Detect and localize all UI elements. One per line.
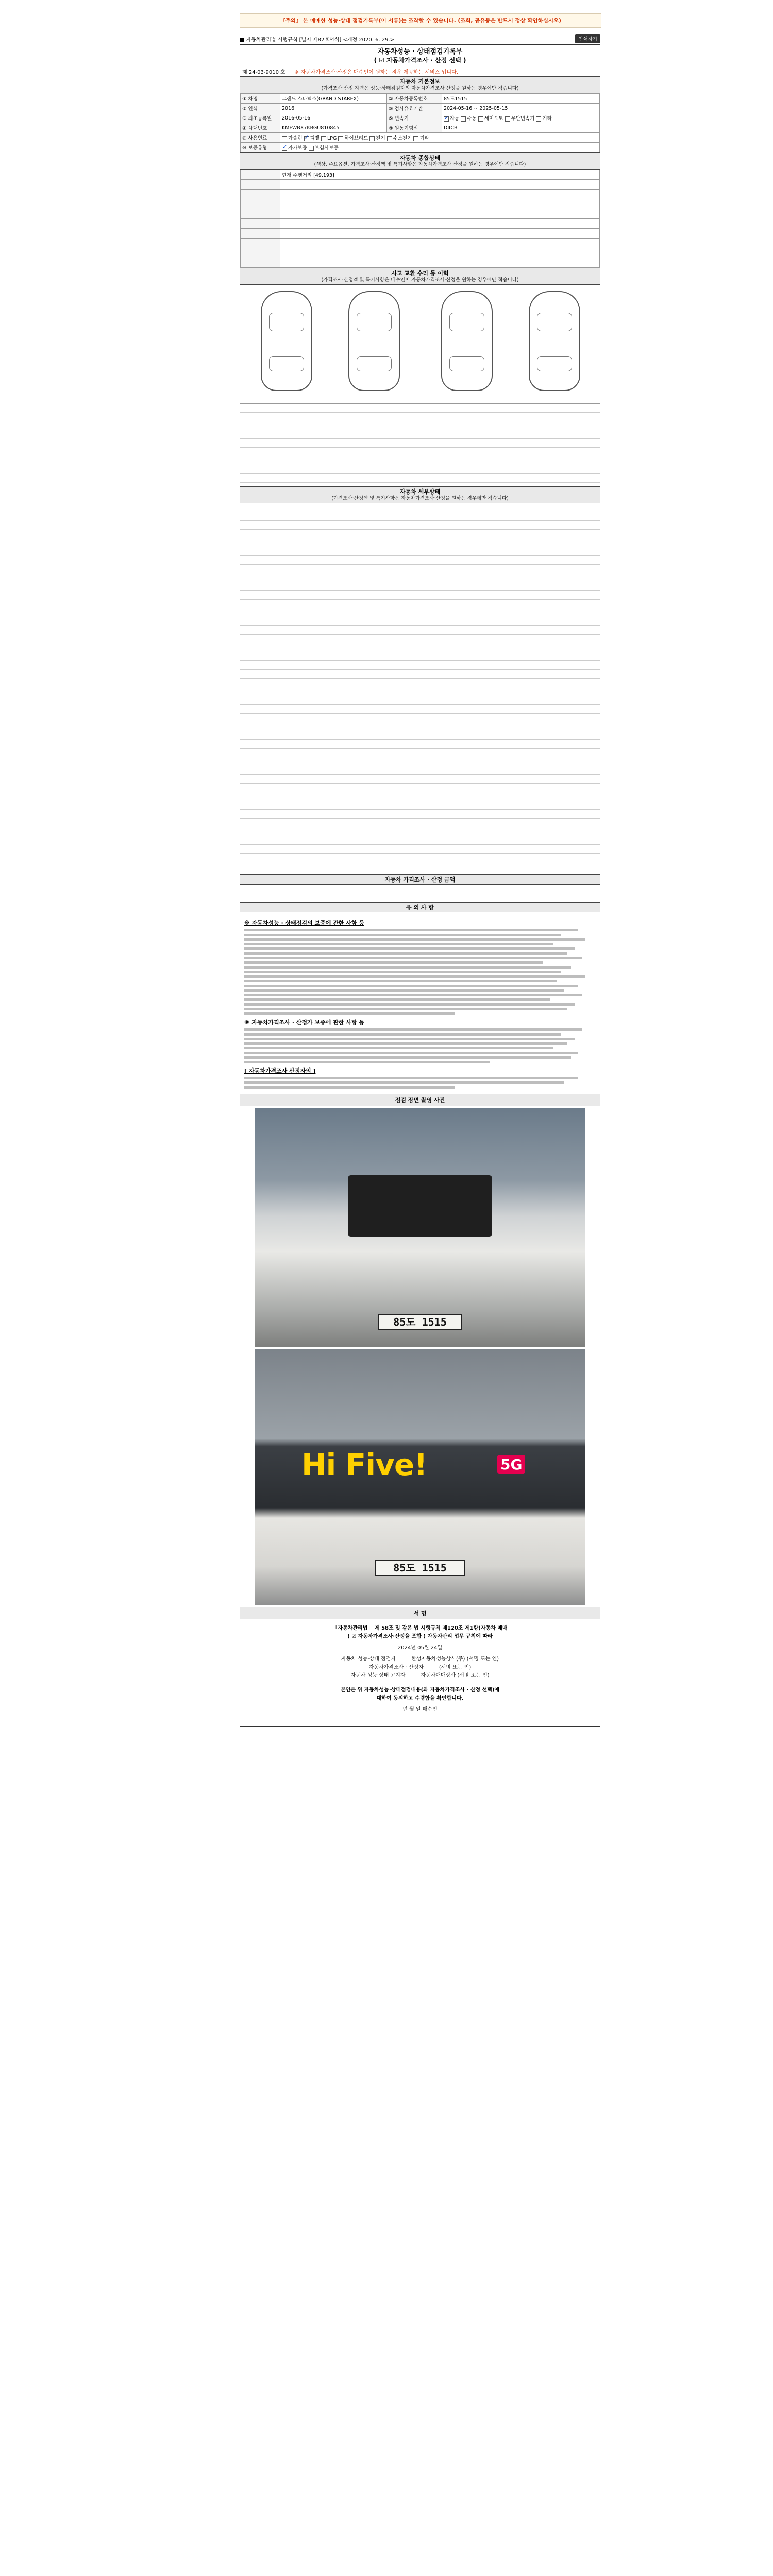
text-line [244, 980, 557, 982]
fuel-option: 디젤 [310, 135, 320, 141]
basic-info-title [240, 76, 600, 93]
state-row [241, 180, 280, 190]
checkbox-icon [282, 146, 287, 151]
signer-row [240, 1672, 600, 1680]
state-cell [534, 170, 600, 180]
text-line [244, 952, 567, 955]
car-top-view-icon [348, 291, 400, 391]
text-line [244, 1008, 567, 1010]
transmission-options [442, 113, 600, 123]
first-reg-value: 2016-05-16 [280, 113, 387, 123]
signer-label: 자동차가격조사 · 산정자 [368, 1665, 424, 1670]
signer-label: 자동차 성능·상태 고지자 [350, 1673, 406, 1679]
state-cell [280, 209, 534, 219]
state-cell [534, 248, 600, 258]
state-cell [280, 219, 534, 229]
warning-notice: 『주의』 본 매매한 성능·상태 점검기록부(이 서류)는 조작할 수 있습니다. (조회, 공유등은 반드시 정상 확인하십시오) [240, 13, 601, 28]
fuel-option: LPG [327, 135, 337, 141]
basic-info-table [240, 93, 600, 152]
checkbox-icon [413, 136, 418, 141]
text-line [244, 938, 585, 941]
state-cell [280, 239, 534, 248]
fuel-option: 가솔린 [288, 135, 303, 141]
checkbox-icon [338, 136, 343, 141]
state-cell [280, 258, 534, 268]
detail-section-title [240, 486, 600, 503]
fuel-option: 하이브리드 [344, 135, 368, 141]
car-bottom-view-icon [441, 291, 493, 391]
transmission-option: 세미오토 [484, 116, 503, 122]
text-line [244, 1033, 561, 1036]
year-label: ② 연식 [241, 104, 280, 113]
front-photo [255, 1108, 585, 1347]
text-line [244, 934, 561, 936]
state-subtitle: (색상, 주요옵션, 가격조사·산정액 및 특기사항은 자동차가격조사·산정을 원하는 경우에만 적습니다) [314, 162, 526, 167]
transmission-option: 자동 [450, 116, 460, 122]
state-row [241, 170, 280, 180]
state-row [241, 219, 280, 229]
notes-heading-3: [ 자동차가격조사 산정자의 ] [244, 1067, 316, 1074]
motor-value: D4CB [442, 123, 600, 133]
checkbox-icon [282, 136, 287, 141]
signer-label: 자동차 성능·상태 점검자 [341, 1656, 396, 1662]
accident-title-text: 사고 교환 수리 등 이력 [391, 270, 449, 277]
sign-date: 2024년 05월 24일 [397, 1645, 443, 1651]
footer-line-2: 대하여 동의하고 수령함을 확인합니다. [376, 1696, 464, 1701]
basic-info-title-text: 자동차 기본정보 [399, 78, 441, 85]
ad-screen-badge: 5G [497, 1455, 525, 1474]
checkbox-icon [321, 136, 326, 141]
checkbox-icon [505, 116, 510, 122]
checkbox-icon [461, 116, 466, 122]
checkbox-icon [387, 136, 392, 141]
text-line [244, 1052, 578, 1054]
state-row [241, 199, 280, 209]
document-subtitle: ( ☑ 자동차가격조사 · 산정 선택 ) [374, 57, 466, 64]
footer-line-3: 년 월 일 매수인 [402, 1707, 438, 1713]
plate-label: ② 자동차등록번호 [387, 94, 442, 104]
text-line [244, 1081, 564, 1084]
state-cell [534, 209, 600, 219]
license-plate: 85도 1515 [378, 1314, 462, 1330]
text-line [244, 929, 578, 931]
license-plate: 85도 1515 [375, 1560, 465, 1576]
car-left-view-icon [261, 291, 312, 391]
signer-value: (서명 또는 인) [439, 1665, 472, 1670]
plate-value: 85도1515 [442, 94, 600, 104]
signature-section-title: 서 명 [240, 1607, 600, 1619]
period-label: ③ 검사유효기간 [387, 104, 442, 113]
mileage-value: 현재 주행거리 [49,193] [280, 170, 534, 180]
state-row [241, 229, 280, 239]
detail-title-text: 자동차 세부상태 [399, 488, 441, 495]
accident-section-title [240, 268, 600, 285]
basic-info-subtitle: (가격조사·산정 자격은 성능·상태점검자의 자동차가격조사 산정을 원하는 경우에만 적습니다) [321, 86, 519, 91]
fuel-option: 기타 [419, 135, 429, 141]
form-reference: ■ 자동차관리법 시행규칙 [별지 제82호서식] <개정 2020. 6. 29.> [240, 37, 395, 43]
inspection-document [240, 44, 600, 1727]
signer-row [240, 1664, 600, 1672]
state-cell [534, 239, 600, 248]
engine-bay [348, 1175, 492, 1237]
warranty-options [280, 143, 600, 152]
accident-subtitle: (가격조사·산정액 및 특기사항은 매수인이 자동차가격조사·산정을 원하는 경우에만 적습니다) [321, 277, 519, 283]
state-cell [534, 199, 600, 209]
detail-subtitle: (가격조사·산정액 및 특기사항은 자동차가격조사·산정을 원하는 경우에만 적습니다) [331, 496, 509, 501]
text-line [244, 1086, 455, 1089]
signature-block [240, 1619, 600, 1726]
text-line [244, 971, 561, 973]
state-row [241, 258, 280, 268]
text-line [244, 994, 582, 996]
price-title-text: 자동차 가격조사 · 산정 금액 [384, 876, 456, 883]
text-line [244, 961, 543, 964]
text-line [244, 1047, 553, 1049]
state-cell [280, 180, 534, 190]
photo-section-title: 점검 장면 촬영 사진 [240, 1094, 600, 1106]
text-line [244, 1028, 582, 1031]
state-table [240, 170, 600, 268]
fuel-option: 수소전기 [393, 135, 412, 141]
fuel-options [280, 133, 600, 143]
warranty-label: ⑩ 보증유형 [241, 143, 280, 152]
print-button[interactable]: 인쇄하기 [575, 34, 600, 43]
state-cell [534, 229, 600, 239]
notes-heading-1: ※ 자동차성능 · 상태점검의 보증에 관한 사항 등 [244, 920, 364, 926]
text-line [244, 989, 564, 992]
state-row [241, 239, 280, 248]
motor-label: ⑨ 원동기형식 [387, 123, 442, 133]
sign-line-2: ( ☑ 자동차가격조사·산정을 포함 ) 자동차관리 업무 규칙에 따라 [347, 1634, 493, 1639]
text-line [244, 966, 571, 969]
sign-line-1: 「자동차관리법」 제 58조 및 같은 법 시행규칙 제120조 제1항(자동차 매매 [332, 1625, 508, 1631]
state-cell [534, 219, 600, 229]
text-line [244, 1012, 455, 1015]
signer-row [240, 1655, 600, 1664]
text-line [244, 1003, 575, 1006]
text-line [244, 975, 585, 978]
text-line [244, 1042, 567, 1045]
notes-heading-2: ※ 자동차가격조사 · 산정가 보증에 관한 사항 등 [244, 1019, 364, 1026]
vin-label: ④ 차대번호 [241, 123, 280, 133]
price-section-title [240, 874, 600, 885]
car-diagram [240, 285, 600, 404]
text-line [244, 985, 578, 987]
state-cell [280, 229, 534, 239]
transmission-option: 수동 [467, 116, 477, 122]
text-line [244, 1056, 571, 1059]
rear-photo [255, 1349, 585, 1605]
warranty-option: 보험사보증 [314, 145, 339, 151]
footer-line-1: 본인은 위 자동차성능·상태점검내용(와 자동차가격조사 · 산정 선택)에 [340, 1687, 500, 1693]
checkbox-icon [478, 116, 483, 122]
fuel-option: 전기 [376, 135, 385, 141]
state-cell [534, 180, 600, 190]
state-section-title [240, 152, 600, 170]
state-cell [280, 190, 534, 199]
state-cell [534, 190, 600, 199]
checkbox-icon [309, 146, 314, 151]
form-header-row [240, 34, 600, 43]
year-value: 2016 [280, 104, 387, 113]
transmission-option: 무단변속기 [511, 116, 535, 122]
model-value: 그랜드 스타렉스(GRAND STAREX) [280, 94, 387, 104]
checkbox-icon [369, 136, 375, 141]
vin-value: KMFWBX7KBGU810845 [280, 123, 387, 133]
text-line [244, 1077, 578, 1079]
document-page [240, 0, 600, 1727]
notes-body [240, 912, 600, 1094]
checkbox-icon [444, 116, 449, 122]
state-row [241, 248, 280, 258]
text-line [244, 957, 582, 959]
state-row [241, 190, 280, 199]
document-note: ※ 자동차가격조사·산정은 매수인이 원하는 경우 제공하는 서비스 입니다. [294, 70, 458, 75]
transmission-label: ⑤ 변속기 [387, 113, 442, 123]
text-line [244, 947, 575, 950]
text-line [244, 1038, 575, 1040]
notes-section-title [240, 902, 600, 912]
fuel-label: ⑥ 사용연료 [241, 133, 280, 143]
state-row [241, 209, 280, 219]
text-line [244, 1061, 490, 1063]
signer-value: 한성자동차성능상사(주) (서명 또는 인) [411, 1656, 499, 1662]
notes-title-text: 유 의 사 항 [406, 904, 434, 911]
text-line [244, 943, 553, 945]
state-title-text: 자동차 종합상태 [399, 155, 441, 161]
warranty-option: 자가보증 [288, 145, 307, 151]
period-value: 2024-05-16 ~ 2025-05-15 [442, 104, 600, 113]
model-label: ① 차명 [241, 94, 280, 104]
detail-rows [240, 503, 600, 874]
signer-value: 자동차매매상사 (서명 또는 인) [421, 1673, 490, 1679]
document-meta [240, 66, 600, 76]
accident-detail-rows [240, 404, 600, 486]
state-cell [280, 199, 534, 209]
car-right-view-icon [529, 291, 580, 391]
state-cell [280, 248, 534, 258]
document-heading [240, 45, 600, 66]
checkbox-icon [304, 136, 309, 141]
document-number: 제 24-03-9010 호 [242, 70, 285, 75]
checkbox-icon [536, 116, 541, 122]
text-line [244, 998, 550, 1001]
state-cell [534, 258, 600, 268]
ad-screen-text: Hi Five! [301, 1447, 427, 1482]
document-title: 자동차성능 · 상태점검기록부 [377, 48, 463, 56]
price-rows [240, 885, 600, 902]
first-reg-label: ③ 최초등록일 [241, 113, 280, 123]
transmission-option: 기타 [542, 116, 552, 122]
